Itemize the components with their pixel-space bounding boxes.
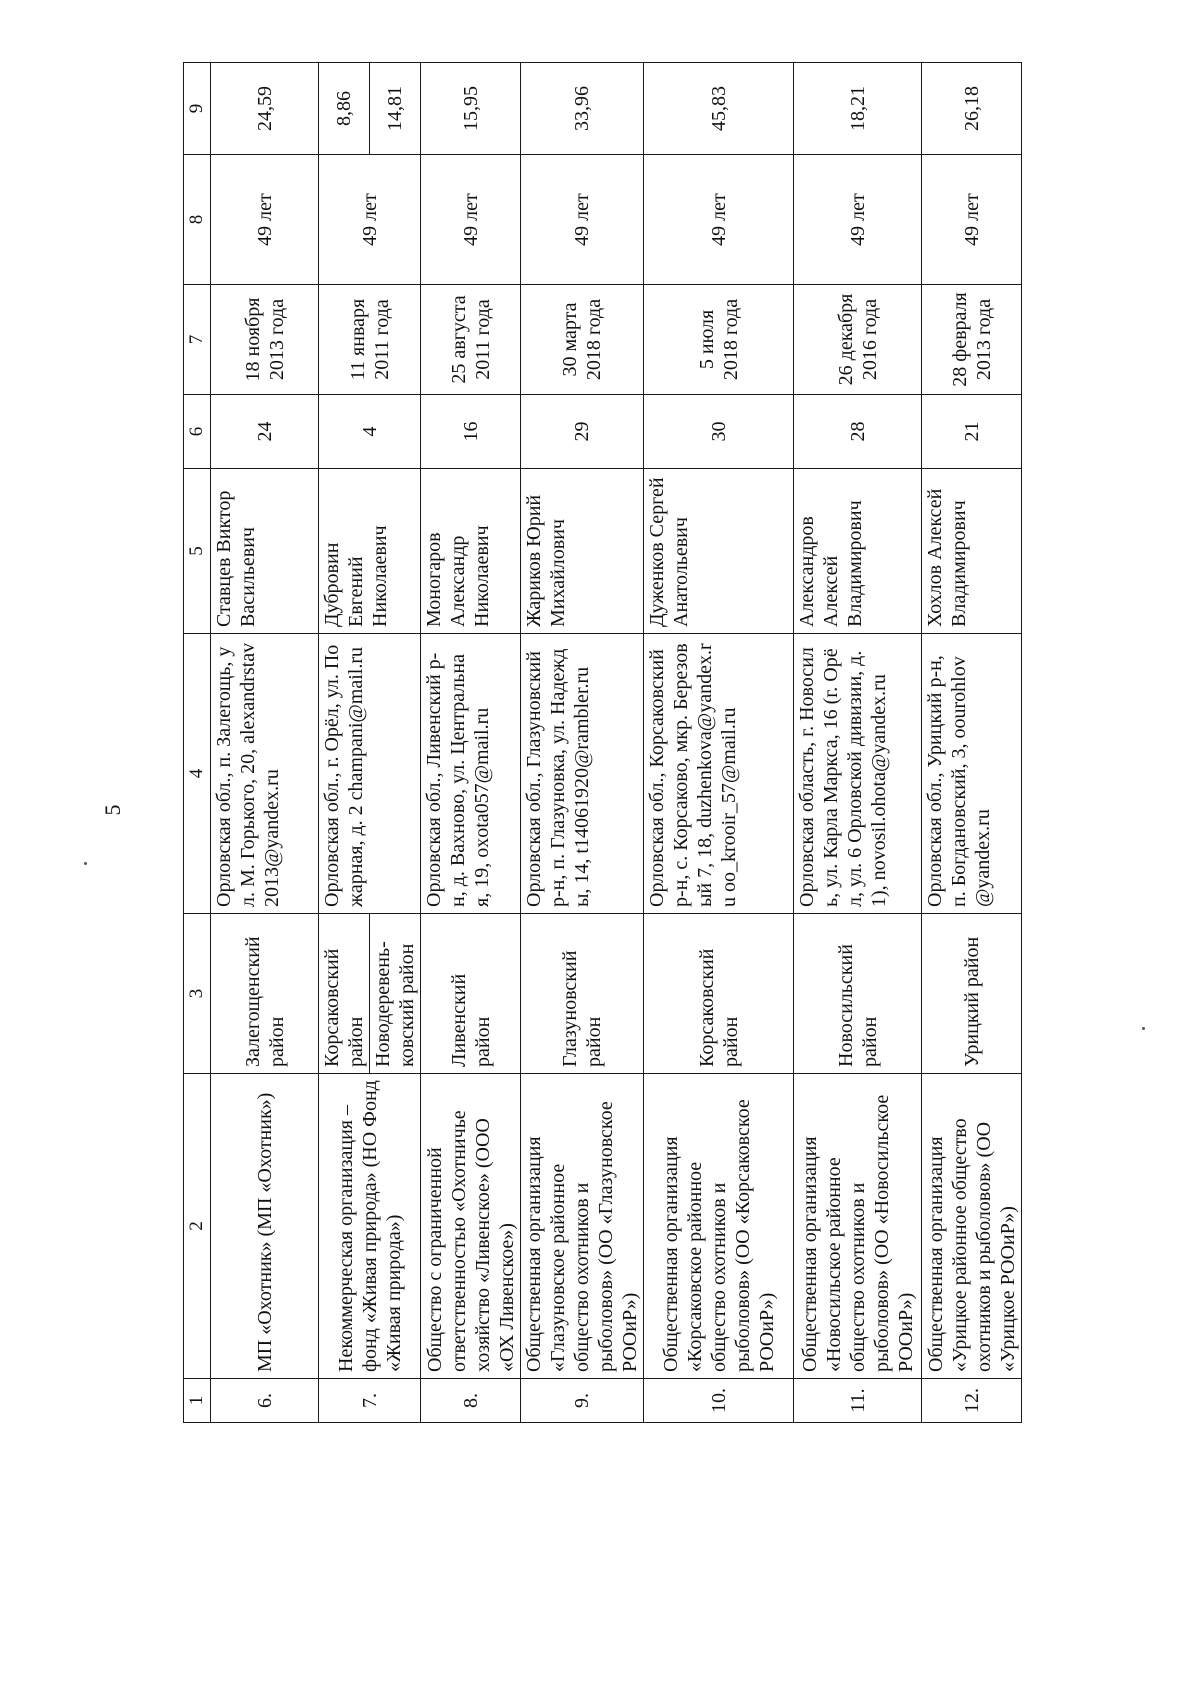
table-row [922,63,1022,1423]
address-contact: Орловская обл., г. Орёл, ул. Пожарная, д. 2 champani@mail.ru [319,634,421,914]
rotated-table-container [183,63,1018,1423]
header-col-8: 8 [184,155,211,285]
area-value: 26,18 [922,63,1022,155]
row-number: 9. [521,1379,644,1423]
area-value: 45,83 [644,63,794,155]
responsible-person: Ставцев Виктор Васильевич [211,469,319,634]
district: Залегощенский район [211,914,319,1074]
column-6-value: 30 [644,395,794,469]
agreement-date: 26 декабря 2016 года [794,285,922,395]
organization-name: Общественная организация «Новосильское районное общество охотников и рыболовов» (ОО «Новосильское РООиР») [794,1074,922,1379]
header-row [184,63,211,1423]
header-col-5: 5 [184,469,211,634]
scan-speck [1142,1027,1145,1030]
organization-name: Общество с ограниченной ответственностью «Охотничье хозяйство «Ливенское» (ООО «ОХ Ливенское») [421,1074,521,1379]
district-secondary: Новодеревень-ковский район [370,914,421,1074]
row-number: 10. [644,1379,794,1423]
area-value: 15,95 [421,63,521,155]
area-value: 8,86 [319,63,370,155]
agreement-date: 25 августа 2011 года [421,285,521,395]
row-number: 8. [421,1379,521,1423]
agreement-term: 49 лет [211,155,319,285]
header-col-4: 4 [184,634,211,914]
agreement-term: 49 лет [521,155,644,285]
scan-speck [84,862,87,865]
address-contact: Орловская обл., Глазуновский р-н, п. Глазуновка, ул. Надежды, 14, t14061920@rambler.ru [521,634,644,914]
address-contact: Орловская область, г. Новосиль, ул. Карла Маркса, 16 (г. Орёл, ул. 6 Орловской дивизии, д. 1), novosil.ohota@yandex.ru [794,634,922,914]
organization-name: МП «Охотник» (МП «Охотник») [211,1074,319,1379]
table-row [211,63,319,1423]
organization-name: Некоммерческая организация – фонд «Живая природа» (НО Фонд «Живая природа») [319,1074,421,1379]
agreement-date: 11 января 2011 года [319,285,421,395]
header-col-7: 7 [184,285,211,395]
district: Глазуновский район [521,914,644,1074]
agreement-term: 49 лет [794,155,922,285]
address-contact: Орловская обл., Ливенский р-н, д. Вахново, ул. Центральная, 19, oxota057@mail.ru [421,634,521,914]
area-value: 33,96 [521,63,644,155]
responsible-person: Моногаров Александр Николаевич [421,469,521,634]
address-contact: Орловская обл., Корсаковский р-н, с. Корсаково, мкр. Березовый 7, 18, duzhenkova@yandex.ru oo_krooir_57@mail.ru [644,634,794,914]
agreement-date: 30 марта 2018 года [521,285,644,395]
header-col-1: 1 [184,1379,211,1423]
district: Корсаковский район [644,914,794,1074]
responsible-person: Дуженков Сергей Анатольевич [644,469,794,634]
responsible-person: Александров Алексей Владимирович [794,469,922,634]
organization-name: Общественная организация «Корсаковское районное общество охотников и рыболовов» (ОО «Корсаковское РООиР») [644,1074,794,1379]
area-value: 18,21 [794,63,922,155]
agreement-date: 28 февраля 2013 года [922,285,1022,395]
area-value-secondary: 14,81 [370,63,421,155]
address-contact: Орловская обл., Урицкий р-н, п. Богдановский, 3, oourohlov@yandex.ru [922,634,1022,914]
district: Корсаковский район [319,914,370,1074]
header-col-2: 2 [184,1074,211,1379]
table-row [521,63,644,1423]
column-6-value: 4 [319,395,421,469]
column-6-value: 16 [421,395,521,469]
district: Новосильский район [794,914,922,1074]
agreement-date: 5 июля 2018 года [644,285,794,395]
agreement-term: 49 лет [644,155,794,285]
responsible-person: Хохлов Алексей Владимирович [922,469,1022,634]
row-number: 6. [211,1379,319,1423]
page-number: 5 [100,804,125,816]
agreement-term: 49 лет [319,155,421,285]
district: Ливенский район [421,914,521,1074]
hunting-grounds-table [183,62,1022,1423]
table-row [319,63,370,1423]
row-number: 12. [922,1379,1022,1423]
organization-name: Общественная организация «Глазуновское районное общество охотников и рыболовов» (ОО «Глазуновское РООиР») [521,1074,644,1379]
district: Урицкий район [922,914,1022,1074]
table-row [794,63,922,1423]
column-6-value: 21 [922,395,1022,469]
organization-name: Общественная организация «Урицкое районное общество охотников и рыболовов» (ОО «Урицкое РООиР») [922,1074,1022,1379]
row-number: 11. [794,1379,922,1423]
address-contact: Орловская обл., п. Залегощь, ул. М. Горького, 20, alexandrstav2013@yandex.ru [211,634,319,914]
column-6-value: 29 [521,395,644,469]
header-col-3: 3 [184,914,211,1074]
header-col-9: 9 [184,63,211,155]
table-row [644,63,794,1423]
area-value: 24,59 [211,63,319,155]
responsible-person: Жариков Юрий Михайлович [521,469,644,634]
table-row [421,63,521,1423]
agreement-term: 49 лет [421,155,521,285]
responsible-person: Дубровин Евгений Николаевич [319,469,421,634]
header-col-6: 6 [184,395,211,469]
row-number: 7. [319,1379,421,1423]
column-6-value: 28 [794,395,922,469]
agreement-term: 49 лет [922,155,1022,285]
column-6-value: 24 [211,395,319,469]
agreement-date: 18 ноября 2013 года [211,285,319,395]
